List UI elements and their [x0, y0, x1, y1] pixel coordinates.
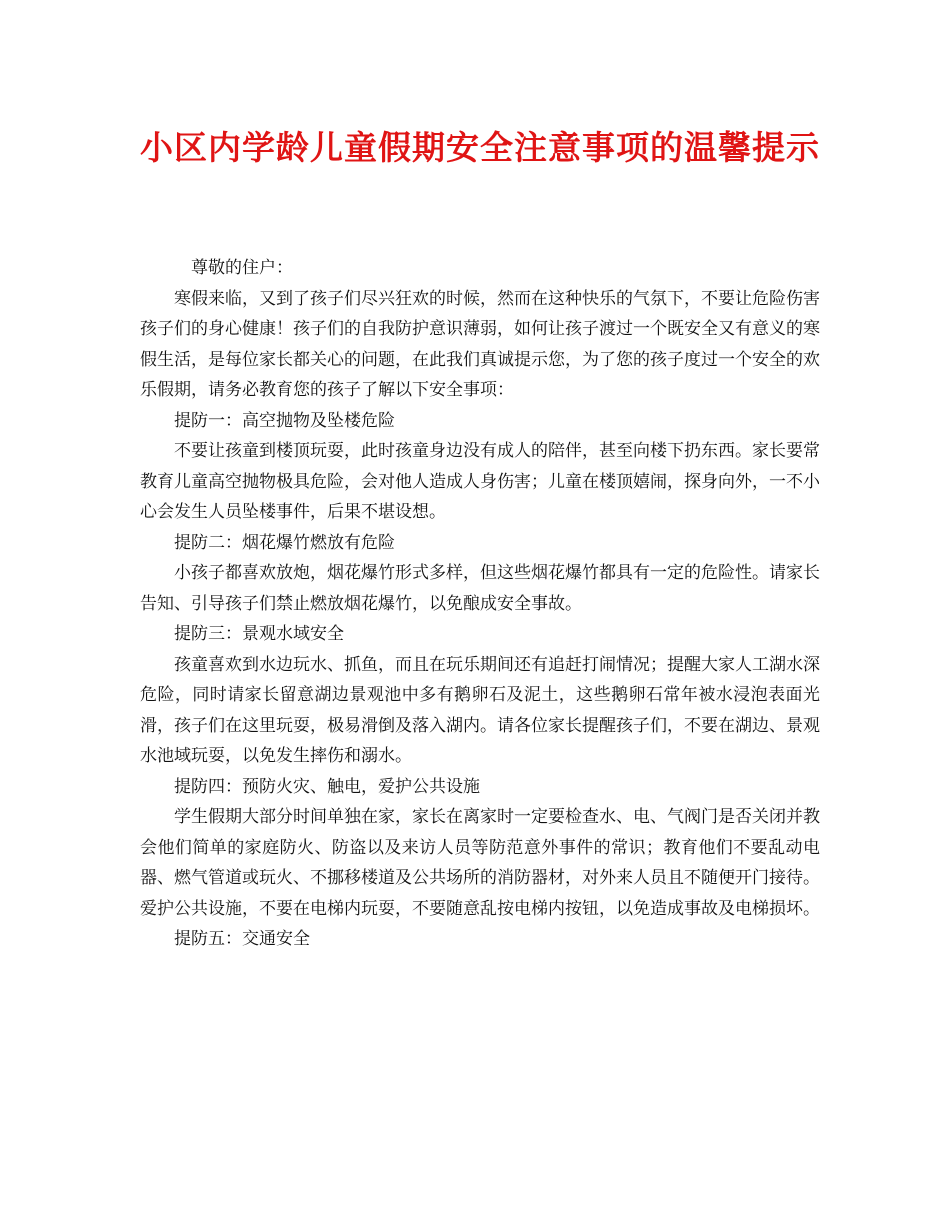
salutation: 尊敬的住户：: [191, 258, 293, 278]
paragraph-3: 孩童喜欢到水边玩水、抓鱼，而且在玩乐期间还有追赶打闹情况；提醒大家人工湖水深危险，同时请家长留意湖边景观池中多有鹅卵石及泥土，这些鹅卵石常年被水浸泡表面光滑，孩子们在这里玩耍，极易滑倒及落入湖内。请各位家长提醒孩子们，不要在湖边、景观水池域玩耍，以免发生摔伤和溺水。: [140, 654, 820, 766]
section-heading-3: 提防三：景观水域安全: [174, 624, 344, 644]
section-heading-5: 提防五：交通安全: [174, 929, 310, 949]
section-heading-2: 提防二：烟花爆竹燃放有危险: [174, 532, 395, 553]
paragraph-1: 不要让孩童到楼顶玩耍，此时孩童身边没有成人的陪伴，甚至向楼下扔东西。家长要常教育儿童高空抛物极具危险，会对他人造成人身伤害；儿童在楼顶嬉闹，探身向外，一不小心会发生人员坠楼事件，后果不堪设想。: [140, 441, 820, 522]
section-heading-1: 提防一：高空抛物及坠楼危险: [174, 410, 395, 431]
paragraph-4: 学生假期大部分时间单独在家，家长在离家时一定要检查水、电、气阀门是否关闭并教会他们简单的家庭防火、防盗以及来访人员等防范意外事件的常识；教育他们不要乱动电器、燃气管道或玩火、不挪移楼道及公共场所的消防器材，对外来人员且不随便开门接待。爱护公共设施，不要在电梯内玩耍，不要随意乱按电梯内按钮，以免造成事故及电梯损坏。: [140, 807, 820, 919]
document-body: [140, 253, 820, 955]
section-heading-4: 提防四：预防火灾、触电，爱护公共设施: [174, 776, 480, 797]
document-title: 小区内学龄儿童假期安全注意事项的温馨提示: [140, 128, 820, 167]
paragraph-2: 小孩子都喜欢放炮，烟花爆竹形式多样，但这些烟花爆竹都具有一定的危险性。请家长告知、引导孩子们禁止燃放烟花爆竹，以免酿成安全事故。: [140, 563, 820, 614]
paragraph-intro: 寒假来临，又到了孩子们尽兴狂欢的时候，然而在这种快乐的气氛下，不要让危险伤害孩子们的身心健康！孩子们的自我防护意识薄弱，如何让孩子渡过一个既安全又有意义的寒假生活，是每位家长都关心的问题，在此我们真诚提示您，为了您的孩子度过一个安全的欢乐假期，请务必教育您的孩子了解以下安全事项：: [140, 288, 820, 400]
